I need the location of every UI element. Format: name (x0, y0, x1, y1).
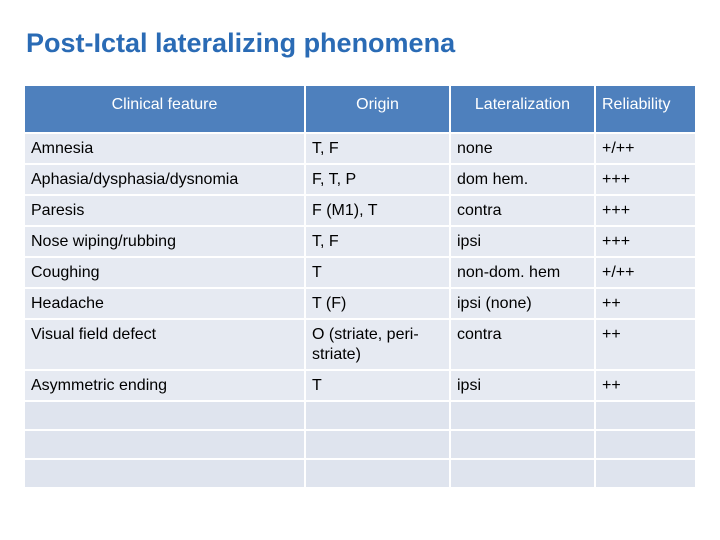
cell-reliability: ++ (596, 320, 695, 371)
cell-origin: T, F (306, 227, 451, 258)
empty-cell (306, 460, 451, 489)
table-row (25, 196, 695, 227)
cell-feature: Nose wiping/rubbing (25, 227, 306, 258)
table-row (25, 258, 695, 289)
empty-row (25, 402, 695, 431)
cell-reliability: ++ (596, 289, 695, 320)
header-clinical-feature: Clinical feature (25, 86, 306, 134)
cell-origin: T (306, 371, 451, 402)
cell-origin: O (striate, peri-striate) (306, 320, 451, 371)
header-origin: Origin (306, 86, 451, 134)
empty-cell (451, 402, 596, 431)
cell-lateralization: contra (451, 196, 596, 227)
cell-origin: F (M1), T (306, 196, 451, 227)
cell-reliability: +++ (596, 196, 695, 227)
cell-feature: Paresis (25, 196, 306, 227)
cell-origin: T (306, 258, 451, 289)
cell-origin: T (F) (306, 289, 451, 320)
empty-cell (25, 460, 306, 489)
cell-reliability: +++ (596, 227, 695, 258)
empty-cell (596, 460, 695, 489)
empty-row (25, 431, 695, 460)
empty-cell (306, 402, 451, 431)
table-row (25, 165, 695, 196)
cell-feature: Amnesia (25, 134, 306, 165)
cell-lateralization: non-dom. hem (451, 258, 596, 289)
cell-feature: Coughing (25, 258, 306, 289)
cell-reliability: +/++ (596, 258, 695, 289)
cell-feature: Headache (25, 289, 306, 320)
cell-lateralization: ipsi (451, 371, 596, 402)
cell-reliability: +/++ (596, 134, 695, 165)
cell-lateralization: dom hem. (451, 165, 596, 196)
cell-reliability: ++ (596, 371, 695, 402)
table-header-row (25, 86, 695, 134)
cell-lateralization: none (451, 134, 596, 165)
empty-cell (306, 431, 451, 460)
empty-cell (25, 431, 306, 460)
empty-cell (451, 431, 596, 460)
table-row (25, 371, 695, 402)
empty-cell (451, 460, 596, 489)
cell-reliability: +++ (596, 165, 695, 196)
table-row (25, 289, 695, 320)
slide-title: Post-Ictal lateralizing phenomena (26, 28, 456, 58)
table-row (25, 227, 695, 258)
cell-origin: T, F (306, 134, 451, 165)
header-lateralization: Lateralization (451, 86, 596, 134)
table-row (25, 320, 695, 371)
empty-cell (25, 402, 306, 431)
empty-cell (596, 402, 695, 431)
empty-row (25, 460, 695, 489)
empty-cell (596, 431, 695, 460)
header-reliability: Reliability (596, 86, 695, 134)
cell-lateralization: ipsi (none) (451, 289, 596, 320)
lateralizing-table (25, 86, 695, 489)
cell-feature: Aphasia/dysphasia/dysnomia (25, 165, 306, 196)
cell-feature: Asymmetric ending (25, 371, 306, 402)
cell-lateralization: ipsi (451, 227, 596, 258)
cell-feature: Visual field defect (25, 320, 306, 371)
table-row (25, 134, 695, 165)
cell-lateralization: contra (451, 320, 596, 371)
cell-origin: F, T, P (306, 165, 451, 196)
